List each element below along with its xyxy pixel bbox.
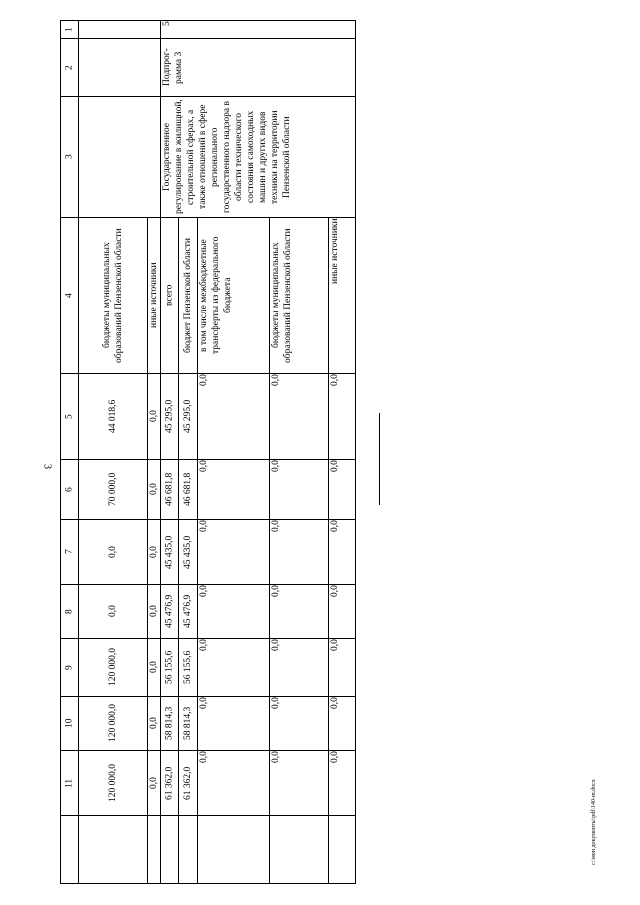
value-cell: 45 476,9 xyxy=(164,594,175,629)
header-number: 3 xyxy=(64,154,75,160)
value-cell: 0,0 xyxy=(271,751,281,763)
value-cell: 0,0 xyxy=(149,777,159,789)
value-cell: 0,0 xyxy=(330,639,340,651)
value-cell: 46 681,8 xyxy=(183,472,193,507)
divider-line xyxy=(379,413,380,505)
program-name-cell: Подпрог-рамма 3 xyxy=(162,48,184,87)
funding-source-cell: иные источники xyxy=(330,218,340,284)
value-cell: 0,0 xyxy=(199,751,209,763)
header-number: 5 xyxy=(64,414,75,419)
footer-file-path: с:\мои документы\pdf\140-m.docx xyxy=(591,779,597,865)
table-border xyxy=(60,883,356,884)
funding-source-cell: бюджеты муниципальных образований Пензенской области xyxy=(102,228,124,363)
funding-source-cell: иные источники xyxy=(149,262,159,329)
value-cell: 0,0 xyxy=(199,697,209,709)
value-cell: 0,0 xyxy=(330,697,340,709)
funding-source-cell: в том числе межбюджетные трансферты из федерального бюджета xyxy=(199,236,233,355)
value-cell: 0,0 xyxy=(271,520,281,532)
program-title-cell: Государственное регулирование в жилищной, строительной сферах, а также отношений в сфере регионального государственного надзора в области технического состояния самоходных машин и других видов техники на территории Пензенской области xyxy=(162,99,292,215)
value-cell: 0,0 xyxy=(271,639,281,651)
value-cell: 0,0 xyxy=(108,546,118,558)
header-number: 2 xyxy=(64,65,75,70)
header-number: 8 xyxy=(64,609,75,614)
table-border xyxy=(355,20,356,884)
row-number-cell: 5 xyxy=(162,21,172,26)
value-cell: 0,0 xyxy=(149,661,159,674)
value-cell: 0,0 xyxy=(199,585,209,597)
value-cell: 0,0 xyxy=(149,605,159,618)
value-cell: 45 295,0 xyxy=(183,399,193,434)
value-cell: 0,0 xyxy=(330,374,340,386)
value-cell: 0,0 xyxy=(149,717,159,730)
value-cell: 0,0 xyxy=(330,585,340,597)
header-number: 1 xyxy=(64,27,75,32)
header-number: 7 xyxy=(64,549,75,555)
value-cell: 0,0 xyxy=(149,410,159,423)
header-number: 4 xyxy=(64,293,75,298)
value-cell: 0,0 xyxy=(271,585,281,597)
grid-line-h xyxy=(60,815,356,816)
value-cell: 0,0 xyxy=(199,460,209,472)
value-cell: 0,0 xyxy=(330,751,340,763)
value-cell: 46 681,8 xyxy=(164,472,175,507)
value-cell: 45 476,9 xyxy=(183,594,193,629)
value-cell: 56 155,6 xyxy=(183,650,193,685)
value-cell: 61 362,0 xyxy=(183,766,193,800)
value-cell: 120 000,0 xyxy=(108,648,118,687)
value-cell: 0,0 xyxy=(271,374,281,386)
value-cell: 0,0 xyxy=(149,483,159,496)
value-cell: 0,0 xyxy=(271,697,281,709)
header-number: 6 xyxy=(64,487,75,492)
value-cell: 0,0 xyxy=(330,520,340,532)
funding-source-cell: бюджеты муниципальных образований Пензенской области xyxy=(271,228,293,363)
value-cell: 56 155,6 xyxy=(164,650,175,685)
page-number: 3 xyxy=(41,464,53,469)
value-cell: 58 814,3 xyxy=(164,706,175,741)
value-cell: 45 295,0 xyxy=(164,399,175,434)
value-cell: 0,0 xyxy=(199,374,209,386)
value-cell: 0,0 xyxy=(199,520,209,532)
header-number: 11 xyxy=(64,778,75,788)
value-cell: 0,0 xyxy=(108,605,118,618)
funding-source-cell: бюджет Пензенской области xyxy=(183,238,193,353)
value-cell: 0,0 xyxy=(149,546,159,558)
value-cell: 58 814,3 xyxy=(183,706,193,741)
value-cell: 0,0 xyxy=(271,460,281,472)
value-cell: 0,0 xyxy=(330,460,340,472)
header-number: 9 xyxy=(64,665,75,670)
funding-source-cell: всего xyxy=(164,284,175,307)
value-cell: 120 000,0 xyxy=(108,764,118,802)
budget-table xyxy=(60,20,355,883)
value-cell: 44 018,6 xyxy=(108,399,118,434)
header-number: 10 xyxy=(64,718,75,729)
value-cell: 45 435,0 xyxy=(164,535,175,569)
value-cell: 120 000,0 xyxy=(108,704,118,743)
value-cell: 70 000,0 xyxy=(108,472,118,507)
value-cell: 0,0 xyxy=(199,639,209,651)
value-cell: 45 435,0 xyxy=(183,535,193,569)
value-cell: 61 362,0 xyxy=(164,766,175,800)
